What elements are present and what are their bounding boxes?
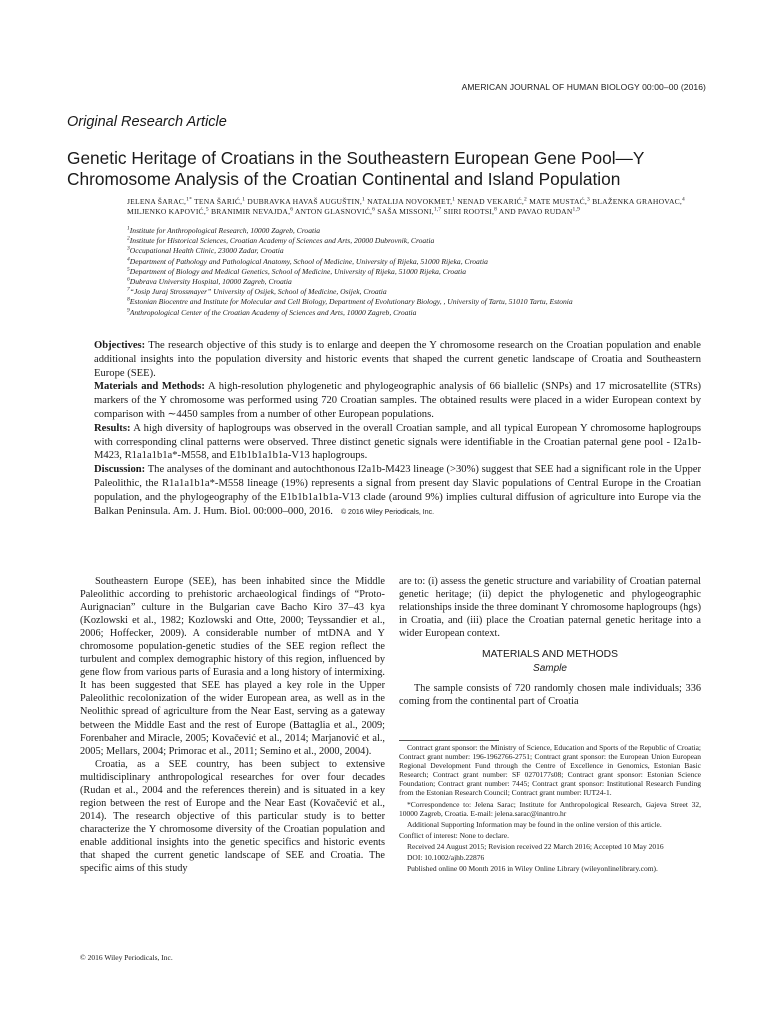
footnote-received: Received 24 August 2015; Revision received 22 March 2016; Accepted 10 May 2016	[407, 841, 664, 851]
abstract-copyright: © 2016 Wiley Periodicals, Inc.	[340, 508, 435, 516]
affiliation: $^2$Institute for Historical Sciences, Croatian Academy of Sciences and Arts, 20000 Dubrovnik, Croatia	[127, 235, 435, 246]
body-column-left	[80, 575, 385, 875]
author: MATE MUSTAĆ,$^3$	[529, 196, 590, 206]
footnote-divider	[399, 740, 499, 741]
footnote-correspondence: *Correspondence to: Jelena Sarac; Institute for Anthropological Research, Gajeva Street 32, 10000 Zagreb, Croatia. E-mail: jelena.sarac@inantro.hr	[399, 799, 701, 818]
body-paragraph: Southeastern Europe (SEE), has been inhabited since the Middle Paleolithic according to prehistoric archaeological findings of “Proto-Aurignacian” culture in the Bulgarian cave Bacho Kiro 37–43 kya (Kozlowski et al., 1982; Kozlowski and Otte, 2000; Teyssandier et al., 2006; Hoffecker, 2009). A considerable number of mtDNA and Y chromosome population-genetic studies of the SEE region reflect the turbulent and complex demographic history of this region, influenced by gene flow from various parts of Eurasia and a long history of intermixing. It has been suggested that SEE has played a key role in the Upper Paleolithic recolonization of the wider European area, as well as in the Neolithic spread of agriculture from the Near East, serving as a gateway between the Middle East and the rest of Europe (Battaglia et al., 2009; Forenbaher and Miracle, 2005; Kovačević et al., 2014; Marjanović et al., 2005; Mellars, 2004; Primorac et al., 2011; Semino et al., 2000, 2004).	[80, 576, 385, 757]
body-paragraph: The sample consists of 720 randomly chosen male individuals; 336 coming from the continental part of Croatia	[399, 683, 701, 708]
abstract	[94, 339, 701, 519]
footnote-conflict: Conflict of interest: None to declare.	[399, 830, 509, 840]
author: NATALIJA NOVOKMET,$^1$	[367, 196, 456, 206]
author: SIIRI ROOTSI,$^8$	[443, 206, 498, 217]
affiliation-list	[127, 226, 717, 318]
subsection-heading: Sample	[533, 663, 567, 675]
abstract-discussion: Discussion: The analyses of the dominant and autochthonous I2a1b-M423 lineage (>30%) suggest that SEE had a significant role in the Upper Paleolithic, the R1a1a1b1a*-M558 lineage (19%) represents a signal from present day Slavic populations of Central Europe in the Croatian population, and the phylogeography of the E1b1b1a1b1a-V13 clade (around 9%) implies cultural diffusion of agriculture into Europe via the Balkan Peninsula. Am. J. Hum. Biol. 00:000–000, 2016. © 2016 Wiley Periodicals, Inc.	[94, 464, 701, 517]
author: SAŠA MISSONI,$^{1,7}$	[377, 206, 442, 217]
affiliation: $^3$Occupational Health Clinic, 23000 Zadar, Croatia	[127, 245, 284, 256]
affiliation: $^4$Department of Pathology and Pathological Anatomy, School of Medicine, University of Rijeka, 51000 Rijeka, Croatia	[127, 256, 488, 266]
affiliation: $^5$Department of Biology and Medical Genetics, School of Medicine, University of Rijeka, 51000 Rijeka, Croatia	[127, 266, 467, 276]
affiliation: $^9$Anthropological Center of the Croatian Academy of Sciences and Arts, 10000 Zagreb, Croatia	[127, 307, 417, 317]
abstract-results: Results: A high diversity of haplogroups was observed in the overall Croatian sample, and all typical European Y chromosome haplogroups with corresponding clinal patterns were observed. Three distinct genetic signals were identifiable in the Croatian paternal gene pool - I2a1b-M423, R1a1a1b1a*-M558, and E1b1b1a1b1a-V13 haplogroups.	[94, 422, 701, 462]
abstract-methods: Materials and Methods: A high-resolution phylogenetic and phylogeographic analysis of 66 biallelic (SNPs) and 17 microsatellite (STRs) markers of the Y chromosome was performed using 720 Croatian samples. The obtained results were placed in a wider European context by comparison with ∼4450 samples from a number of other European populations.	[94, 381, 701, 420]
body-paragraph: Croatia, as a SEE country, has been subject to extensive multidisciplinary anthropological researches for over four decades (Rudan et al., 2004 and the references therein) and is situated in a key region between the rest of Europe and the Near East (Kovačević et al., 2014). The research objective of this particular study is to better characterize the Y chromosome diversity of the Croatian population and enable additional insights into the genetic specifics and historic events that shaped the current genetic landscape of SEE and Croatia. The specific aims of this study	[80, 758, 385, 875]
author: BLAŽENKA GRAHOVAC,$^4$	[592, 196, 685, 206]
author: ANTON GLASNOVIĆ,$^6$	[294, 206, 376, 217]
article-type-label: Original Research Article	[67, 114, 227, 130]
footnotes	[399, 743, 701, 875]
affiliation: $^1$Institute for Anthropological Research, 10000 Zagreb, Croatia	[127, 225, 321, 235]
author: BRANIMIR NEVAJDA,$^6$	[210, 206, 294, 217]
author: MILJENKO KAPOVIĆ,$^5$	[127, 206, 209, 217]
footnote-doi: DOI: 10.1002/ajhb.22876	[407, 853, 485, 863]
footer-copyright: © 2016 Wiley Periodicals, Inc.	[80, 953, 173, 962]
affiliation: $^6$Dubrava University Hospital, 10000 Zagreb, Croatia	[127, 276, 292, 287]
article-title: Genetic Heritage of Croatians in the Southeastern European Gene Pool—Y Chromosome Analysis of the Croatian Continental and Island Population	[67, 148, 645, 189]
journal-header: AMERICAN JOURNAL OF HUMAN BIOLOGY 00:00–00 (2016)	[461, 82, 706, 92]
author: AND PAVAO RUDAN$^{1,9}$	[498, 206, 581, 217]
abstract-objectives: Objectives: The research objective of this study is to enlarge and deepen the Y chromosome research on the Croatian population and enable additional insights into the population diversity and historic events that shaped the current genetic landscape of Croatia and Southeastern Europe (SEE).	[94, 340, 701, 379]
footnote-grants: Contract grant sponsor: the Ministry of Science, Education and Sports of the Republic of Croatia; Contract grant number: 196-1962766-2751; Contract grant sponsor: the European Union European Regional Development Fund through the Centre of Excellence in Genomics, Estonian Basic Research; Contract grant number: SF 0270177s08; Contract grant sponsor: Estonian Science Foundation; Contract grant number: 7445; Contract grant sponsor: Institutional Research Funding from the Estonian Research Council; Contract grant number: IUT24-1.	[399, 743, 701, 798]
section-heading: MATERIALS AND METHODS	[482, 649, 618, 661]
body-column-right	[399, 575, 701, 708]
author: TENA ŠARIĆ,$^1$	[194, 196, 246, 206]
body-paragraph: are to: (i) assess the genetic structure and variability of Croatian paternal genetic heritage; (ii) depict the phylogenetic and phylogeographic relationships inside the three dominant Y chromosome haplogroups (hgs) in Croatia, and (iii) place the Croatian paternal genetic heritage into a wider European context.	[399, 576, 701, 640]
author: DUBRAVKA HAVAŠ AUGUŠTIN,$^1$	[247, 196, 365, 206]
affiliation: $^7$“Josip Juraj Strossmayer” University of Osijek, School of Medicine, Osijek, Croatia	[127, 286, 387, 297]
footnote-supporting: Additional Supporting Information may be found in the online version of this article.	[407, 819, 662, 829]
affiliation: $^8$Estonian Biocentre and Institute for Molecular and Cell Biology, Department of Evolutionary Biology, , University of Tartu, 51010 Tartu, Estonia	[127, 296, 573, 307]
author: NENAD VEKARIĆ,$^2$	[457, 196, 527, 206]
author-list	[127, 197, 717, 217]
author: JELENA ŠARAC,$^{1*}$	[127, 196, 193, 206]
footnote-published: Published online 00 Month 2016 in Wiley Online Library (wileyonlinelibrary.com).	[407, 864, 658, 874]
